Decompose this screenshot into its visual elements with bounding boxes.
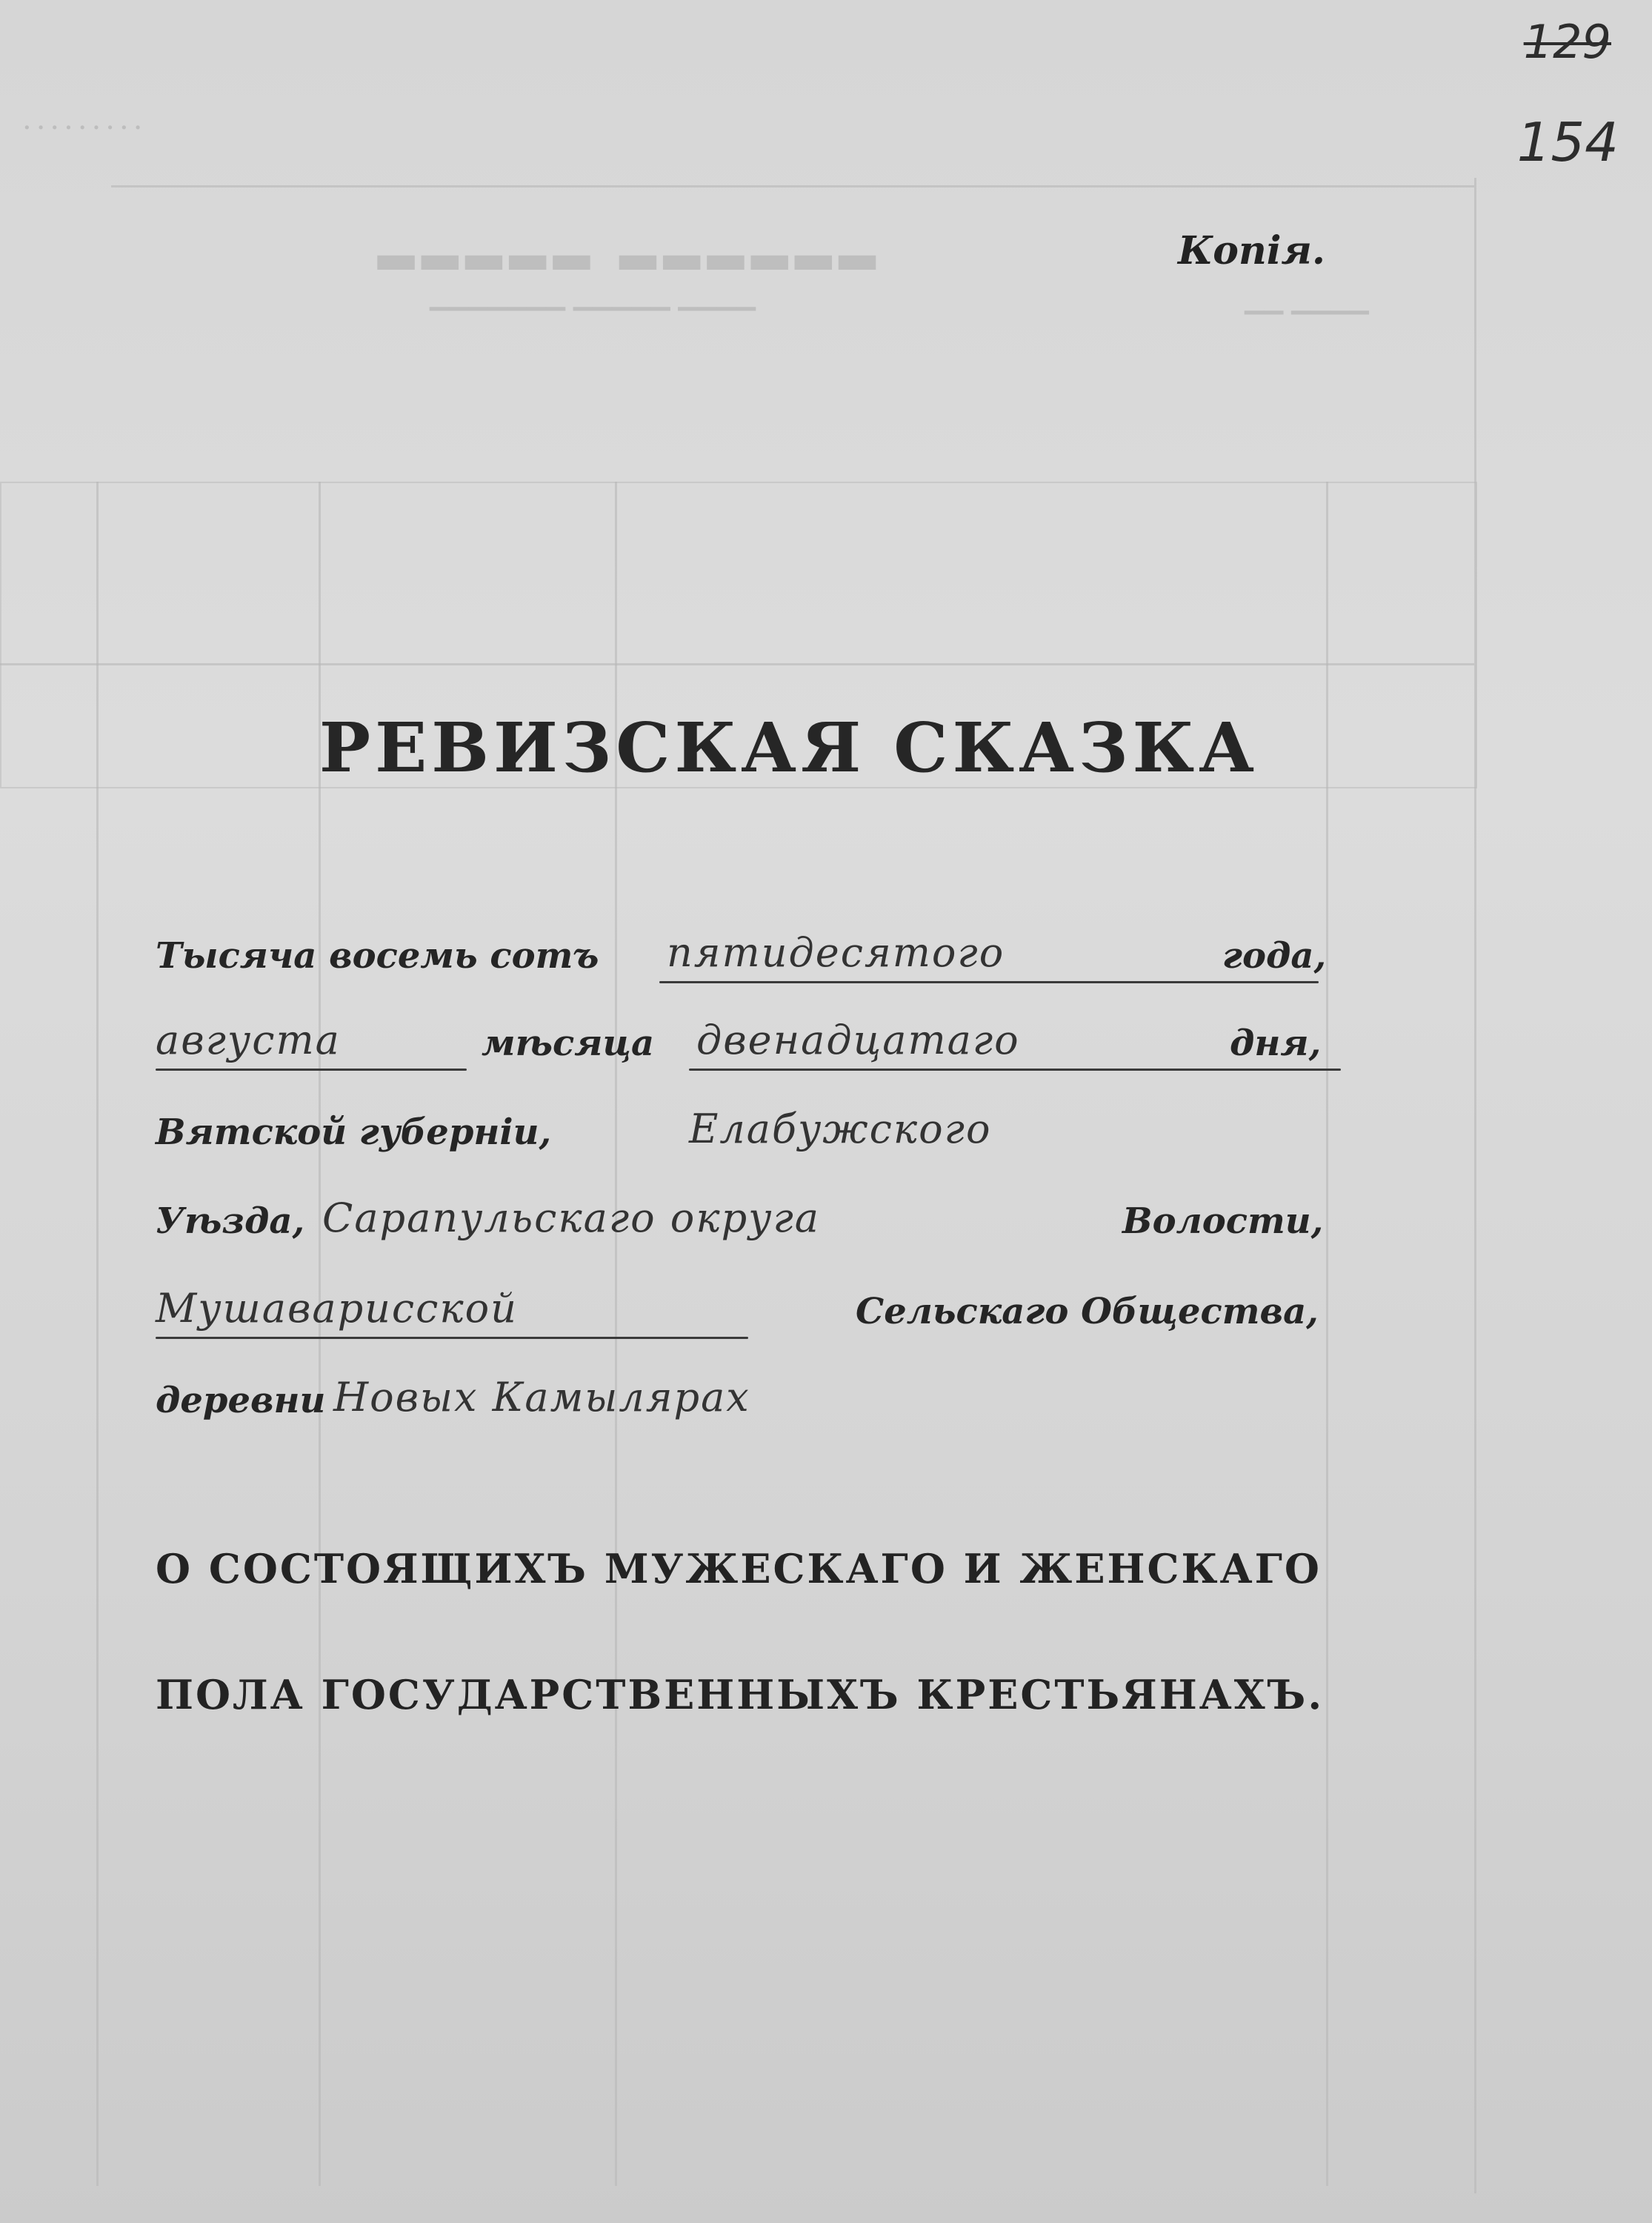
printed-year-prefix: Тысяча восемь сотъ <box>156 935 599 977</box>
form-line-date <box>156 1017 1341 1082</box>
printed-uezd: Уѣзда, <box>156 1200 305 1242</box>
archive-number: 154 <box>1516 111 1619 173</box>
printed-society: Сельскаго Общества, <box>856 1291 1319 1332</box>
printed-month-label: мѣсяца <box>482 1023 655 1064</box>
handwritten-district: Елабужского <box>689 1106 992 1152</box>
bleed-through-text: ········· <box>22 111 147 145</box>
printed-volost: Волости, <box>1122 1200 1324 1242</box>
year-underline <box>659 981 1319 983</box>
handwritten-society: Мушаварисской <box>156 1285 518 1332</box>
subtitle-line-1: О СОСТОЯЩИХЪ МУЖЕСКАГО И ЖЕНСКАГО <box>156 1545 1322 1592</box>
society-underline <box>156 1337 748 1339</box>
month-underline <box>156 1069 467 1071</box>
bleed-through-text: ▂▂▂▂▂▂ ▂▂▂▂▂ <box>370 215 876 270</box>
bleed-through-text: ▁▁▁▁ ▁▁▁▁▁ ▁▁▁▁▁▁▁ <box>430 282 756 311</box>
printed-year-suffix: года, <box>1222 935 1327 977</box>
subtitle-line-2: ПОЛА ГОСУДАРСТВЕННЫХЪ КРЕСТЬЯНАХЪ. <box>156 1671 1325 1718</box>
handwritten-okrug: Сарапульскаго округа <box>322 1194 820 1241</box>
handwritten-month: августа <box>156 1017 341 1063</box>
bleed-through-text: ▁▁▁▁ ▁▁ <box>1245 285 1369 315</box>
printed-day-suffix: дня, <box>1230 1023 1322 1064</box>
handwritten-day: двенадцатаго <box>696 1017 1020 1063</box>
bleed-through-rule <box>0 663 1474 665</box>
printed-village: деревни <box>156 1380 326 1421</box>
day-underline <box>689 1069 1341 1071</box>
form-line-society <box>156 1285 1341 1350</box>
bleed-through-rule <box>111 185 1474 187</box>
form-line-year <box>156 929 1341 994</box>
handwritten-year: пятидесятого <box>667 929 1005 976</box>
form-line-village <box>156 1374 1341 1439</box>
copy-label: Копія. <box>1178 228 1326 273</box>
form-line-volost <box>156 1194 1341 1260</box>
archive-number-crossed: 129 <box>1523 15 1611 69</box>
handwritten-village: Новых Камылярах <box>333 1374 750 1420</box>
bleed-through-rule <box>1474 178 1476 2193</box>
document-title: РЕВИЗСКАЯ СКАЗКА <box>319 708 1259 788</box>
printed-province: Вятской губерніи, <box>156 1112 552 1153</box>
form-line-province <box>156 1106 1341 1171</box>
